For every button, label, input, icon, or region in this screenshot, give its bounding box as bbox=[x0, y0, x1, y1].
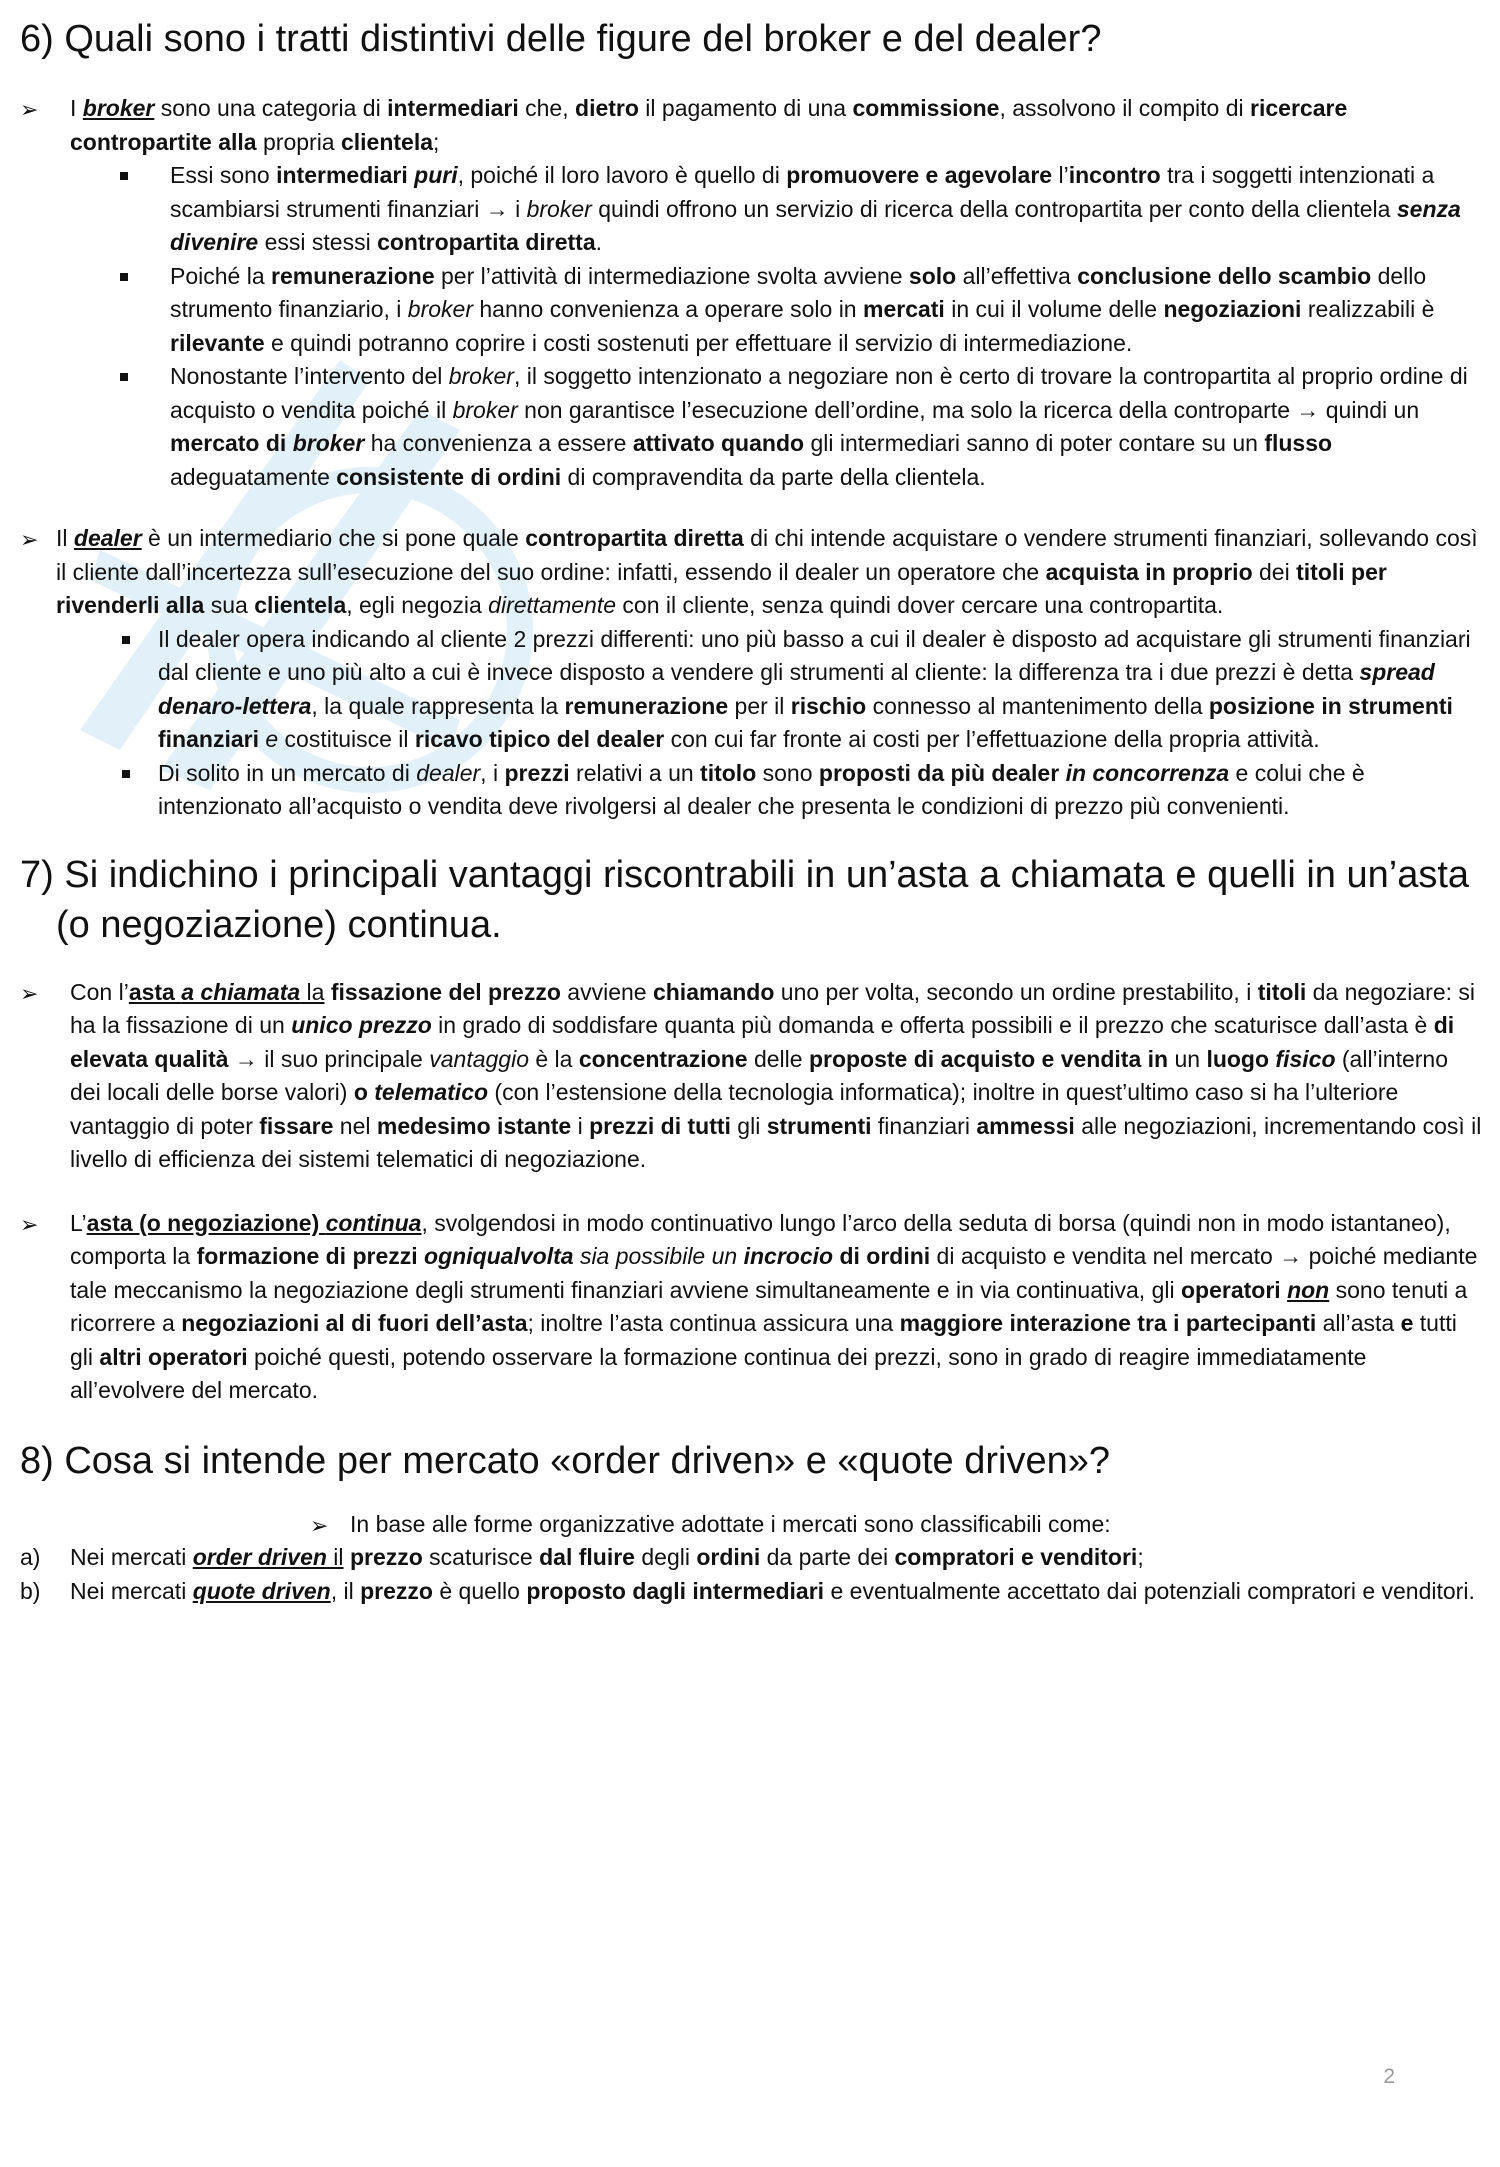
page-number: 2 bbox=[1383, 2065, 1395, 2088]
square-bullet-icon bbox=[120, 172, 128, 180]
arrow-bullet-icon: ➢ bbox=[20, 527, 39, 552]
broker-point: Essi sono intermediari puri, poiché il loro lavoro è quello di promuovere e agevolare l’incontro tra i soggetti intenzionati a scambiarsi strumenti finanziari → i broker quindi offrono un servizio di ricerca della contropartita per conto della clientela senza divenire essi stessi contropartita diretta. bbox=[20, 159, 1482, 260]
dealer-point: Di solito in un mercato di dealer, i prezzi relativi a un titolo sono proposti da più dealer in concorrenza e colui che è intenzionato all’acquisto o vendita deve rivolgersi al dealer che presenta le condizioni di prezzo più convenienti. bbox=[20, 757, 1482, 824]
broker-point: Nonostante l’intervento del broker, il soggetto intenzionato a negoziare non è certo di trovare la contropartita al proprio ordine di acquisto o vendita poiché il broker non garantisce l’esecuzione dell’ordine, ma solo la ricerca della controparte → quindi un mercato di broker ha convenienza a essere attivato quando gli intermediari sanno di poter contare su un flusso adeguatamente consistente di ordini di compravendita da parte della clientela. bbox=[20, 360, 1482, 494]
broker-intro: I broker sono una categoria di intermediari che, dietro il pagamento di una commissione, assolvono il compito di ricercare contropartite alla propria clientela; bbox=[70, 95, 1348, 155]
arrow-bullet-icon: ➢ bbox=[20, 1211, 39, 1237]
q8-intro-bullet bbox=[20, 1508, 1482, 1542]
dealer-points-list bbox=[20, 623, 1482, 824]
square-bullet-icon bbox=[122, 636, 130, 644]
document-page bbox=[20, 14, 1482, 1608]
asta-continua-bullet bbox=[20, 1207, 1482, 1408]
q8-item-a bbox=[20, 1541, 1482, 1575]
broker-bullet bbox=[20, 92, 1482, 159]
dealer-bullet bbox=[20, 522, 1482, 623]
square-bullet-icon bbox=[120, 273, 128, 281]
square-bullet-icon bbox=[122, 770, 130, 778]
broker-points-list bbox=[20, 159, 1482, 494]
question-6-title: 6) Quali sono i tratti distintivi delle figure del broker e del dealer? bbox=[20, 18, 1102, 60]
q8-item-text: Nei mercati order driven il prezzo scaturisce dal fluire degli ordini da parte dei compratori e venditori; bbox=[70, 1544, 1144, 1570]
arrow-bullet-icon: ➢ bbox=[310, 1512, 329, 1538]
question-7-title: 7) Si indichino i principali vantaggi riscontrabili in un’asta a chiamata e quelli in un’asta (o negoziazione) continua. bbox=[20, 853, 1470, 946]
q8-intro: In base alle forme organizzative adottate i mercati sono classificabili come: bbox=[350, 1510, 1111, 1537]
arrow-bullet-icon: ➢ bbox=[20, 980, 39, 1006]
q8-item-text: Nei mercati quote driven, il prezzo è quello proposto dagli intermediari e eventualmente accettato dai potenziali compratori e venditori. bbox=[70, 1577, 1475, 1604]
asta-chiamata-text: Con l’asta a chiamata la fissazione del prezzo avviene chiamando uno per volta, secondo un ordine prestabilito, i titoli da negoziare: si ha la fissazione di un unico prezzo in grado di soddisfare quanta più domanda e offerta possibili e il prezzo che scaturisce dall’asta è di elevata qualità → il suo principale vantaggio è la concentrazione delle proposte di acquisto e vendita in un luogo fisico (all’interno dei locali delle borse valori) o telematico (con l’estensione della tecnologia informatica); inoltre in quest’ultimo caso si ha l’ulteriore vantaggio di poter fissare nel medesimo istante i prezzi di tutti gli strumenti finanziari ammessi alle negoziazioni, incrementando così il livello di efficienza dei sistemi telematici di negoziazione. bbox=[70, 978, 1482, 1172]
dealer-intro: Il dealer è un intermediario che si pone quale contropartita diretta di chi intende acquistare o vendere strumenti finanziari, sollevando così il cliente dall’incertezza sull’esecuzione del suo ordine: infatti, essendo il dealer un operatore che acquista in proprio dei titoli per rivenderli alla sua clientela, egli negozia direttamente con il cliente, senza quindi dover cercare una contropartita. bbox=[56, 525, 1478, 618]
list-label: b) bbox=[20, 1577, 41, 1604]
dealer-point: Il dealer opera indicando al cliente 2 prezzi differenti: uno più basso a cui il dealer è disposto ad acquistare gli strumenti finanziari dal cliente e uno più alto a cui è invece disposto a vendere gli strumenti al cliente: la differenza tra i due prezzi è detta spread denaro-lettera, la quale rappresenta la remunerazione per il rischio connesso al mantenimento della posizione in strumenti finanziari e costituisce il ricavo tipico del dealer con cui far fronte ai costi per l’effettuazione della propria attività. bbox=[20, 623, 1482, 757]
broker-point: Poiché la remunerazione per l’attività di intermediazione svolta avviene solo all’effettiva conclusione dello scambio dello strumento finanziario, i broker hanno convenienza a operare solo in mercati in cui il volume delle negoziazioni realizzabili è rilevante e quindi potranno coprire i costi sostenuti per effettuare il servizio di intermediazione. bbox=[20, 260, 1482, 361]
question-8-title: 8) Cosa si intende per mercato «order driven» e «quote driven»? bbox=[20, 1439, 1110, 1482]
q8-item-b bbox=[20, 1575, 1482, 1609]
list-label: a) bbox=[20, 1544, 41, 1570]
square-bullet-icon bbox=[120, 373, 128, 381]
arrow-bullet-icon: ➢ bbox=[20, 97, 39, 122]
asta-continua-text: L’asta (o negoziazione) continua, svolgendosi in modo continuativo lungo l’arco della seduta di borsa (quindi non in modo istantaneo), comporta la formazione di prezzi ogniqualvolta sia possibile un incrocio di ordini di acquisto e vendita nel mercato → poiché mediante tale meccanismo la negoziazione degli strumenti finanziari avviene simultaneamente e in via continuativa, gli operatori non sono tenuti a ricorrere a negoziazioni al di fuori dell’asta; inoltre l’asta continua assicura una maggiore interazione tra i partecipanti all’asta e tutti gli altri operatori poiché questi, potendo osservare la formazione continua dei prezzi, sono in grado di reagire immediatamente all’evolvere del mercato. bbox=[70, 1209, 1478, 1403]
asta-chiamata-bullet bbox=[20, 976, 1482, 1177]
